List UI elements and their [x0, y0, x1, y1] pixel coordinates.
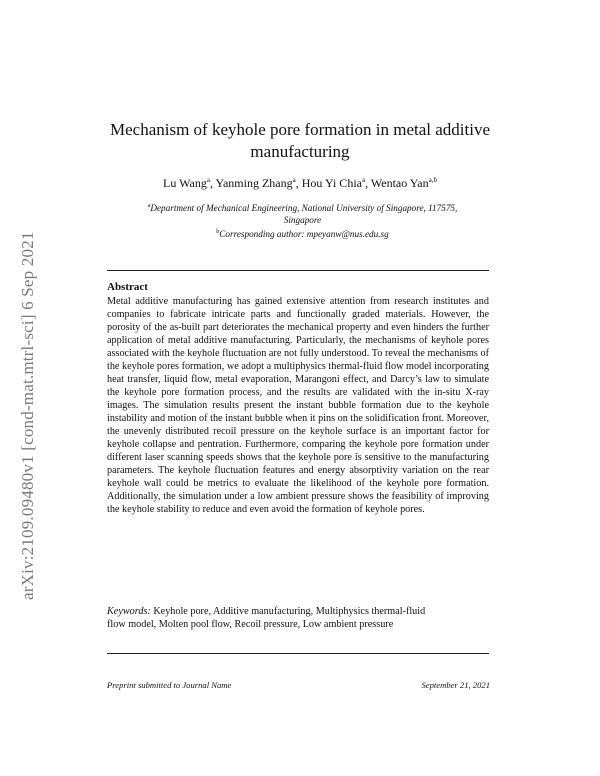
affiliations	[135, 200, 470, 240]
author-affil-mark: a,b	[428, 176, 437, 184]
abstract-heading: Abstract	[107, 281, 148, 293]
author-affil-mark: a	[292, 176, 296, 184]
author-name: Lu Wang	[163, 176, 207, 190]
author-name: Wentao Yan	[370, 176, 429, 190]
affiliation-a: $^a$Department of Mechanical Engineering, National University of Singapore, 117575, Singapore	[147, 203, 458, 226]
affiliation-b: $^b$Corresponding author: mpeyanw@nus.edu.sg	[216, 229, 389, 240]
keywords	[107, 605, 437, 631]
author-name: Hou Yi Chia	[301, 176, 362, 190]
abstract-body: Metal additive manufacturing has gained extensive attention from research institutes and companies to fabricate intricate parts and functionally graded materials. However, the porosity of the as-built part deteriorates the mechanical property and even hinders the further application of metal additive manufacturing. Particularly, the mechanisms of keyhole pores associated with the keyhole fluctuation are not fully understood. To reveal the mechanisms of the keyhole pores formation, we adopt a multiphysics thermal-fluid flow model incorporating heat transfer, liquid flow, metal evaporation, Marangoni effect, and Darcy’s law to simulate the keyhole pore formation process, and the results are validated with the in-situ X-ray images. The simulation results present the instant bubble formation due to the keyhole instability and motion of the instant bubble when it pins on the solidification front. Moreover, the unevenly distributed recoil pressure on the keyhole surface is an important factor for keyhole collapse and pentration. Furthermore, comparing the keyhole pore formation under different laser scanning speeds shows that the keyhole pore is sensitive to the manufacturing parameters. The keyhole fluctuation features and energy absorptivity variation on the rear keyhole wall could be metrics to evaluate the likelihood of the keyhole pore formation. Additionally, the simulation under a low ambient pressure shows the feasibility of improving the keyhole stability to reduce and even avoid the formation of keyhole pores.	[107, 296, 489, 515]
author-affil-mark: a	[206, 176, 210, 184]
paper-title: Mechanism of keyhole pore formation in metal additive manufacturing	[109, 120, 491, 161]
author-name: Yanming Zhang	[215, 176, 293, 190]
arxiv-stamp-text: arXiv:2109.09480v1 [cond-mat.mtrl-sci] 6 Sep 2021	[18, 231, 37, 600]
abstract-bottom-rule	[107, 653, 489, 654]
keywords-text: Keyhole pore, Additive manufacturing, Multiphysics thermal-fluid flow model, Molten pool flow, Recoil pressure, Low ambient pressure	[107, 606, 426, 630]
footer-date: September 21, 2021	[421, 680, 490, 690]
abstract-top-rule	[107, 270, 489, 271]
author-affil-mark: a	[361, 176, 366, 184]
footer-preprint-note: Preprint submitted to Journal Name	[107, 680, 232, 690]
keywords-label: Keywords:	[107, 606, 151, 617]
author-list: Lu Wang$^a$, Yanming Zhang$^a$, Hou Yi Chia$^a$, Wentao Yan$^{a,b}$	[163, 176, 437, 190]
arxiv-stamp	[18, 200, 38, 600]
